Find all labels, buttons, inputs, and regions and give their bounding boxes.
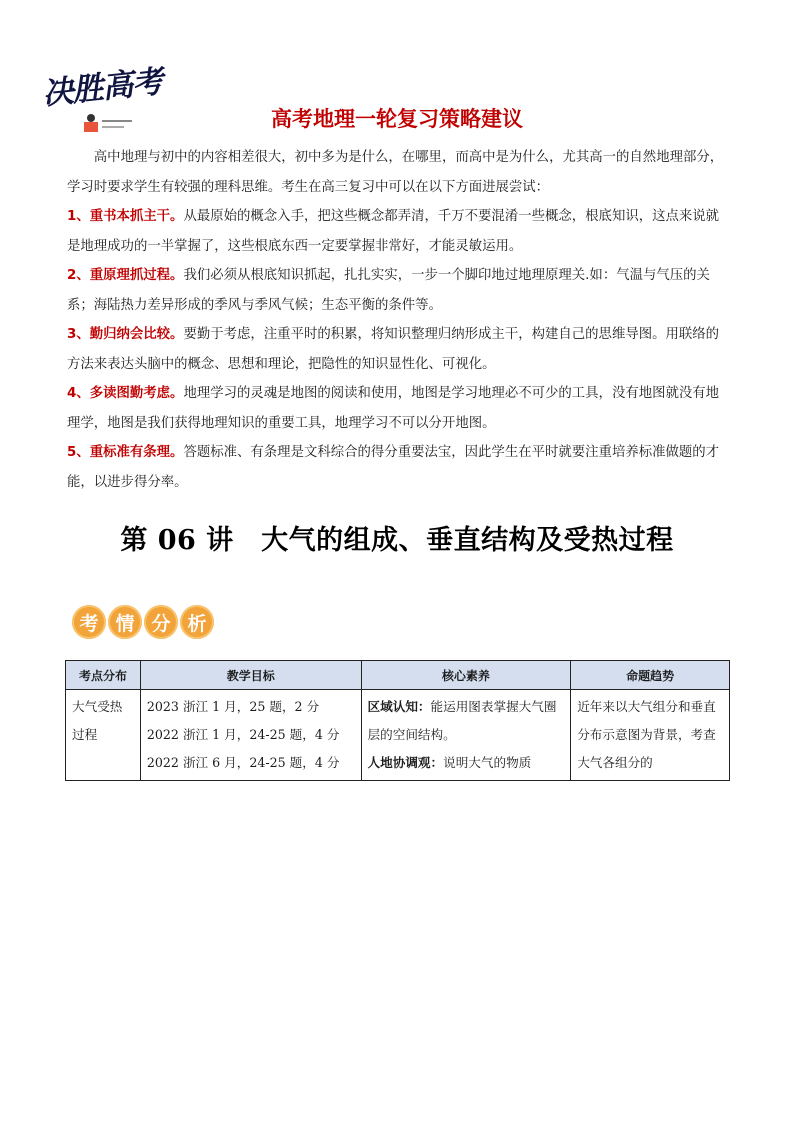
tip-text: 我们必须从根底知识抓起，扎扎实实，一步一个脚印地过地理原理关.如：气温与气压的关系；海陆热力差异形成的季风与季风气候；生态平衡的条件等。 xyxy=(67,268,710,313)
table-row xyxy=(66,690,730,781)
goals-cell xyxy=(140,690,361,781)
logo-text: 决胜高考 xyxy=(40,63,164,113)
goal-line: 2022 浙江 1 月，24-25 题，4 分 xyxy=(146,727,340,742)
header-cell: 命题趋势 xyxy=(571,661,730,690)
literacy-keyword: 区域认知： xyxy=(367,699,431,714)
tip-text: 从最原始的概念入手，把这些概念都弄清，千万不要混淆一些概念，根底知识，这点来说就是地理成功的一半掌握了，这些根底东西一定要掌握非常好，才能灵敏运用。 xyxy=(67,209,720,254)
tip-5 xyxy=(67,438,729,497)
tip-text: 答题标准、有条理是文科综合的得分重要法宝，因此学生在平时就要注重培养标准做题的才能，以进步得分率。 xyxy=(67,445,720,490)
goal-line: 2022 浙江 6 月，24-25 题，4 分 xyxy=(146,755,340,770)
trend-cell: 近年来以大气组分和垂直分布示意图为背景，考查大气各组分的 xyxy=(571,690,730,781)
intro-paragraph: 高中地理与初中的内容相差很大，初中多为是什么，在哪里，而高中是为什么，尤其高一的自然地理部分，学习时要求学生有较强的理科思维。考生在高三复习中可以在以下方面进展尝试： xyxy=(67,150,724,195)
section-badge xyxy=(72,602,214,642)
table-header-row xyxy=(66,661,730,690)
tip-2 xyxy=(67,261,729,320)
badge-char: 分 xyxy=(144,605,178,639)
badge-char: 析 xyxy=(180,605,214,639)
header-cell: 教学目标 xyxy=(140,661,361,690)
badge-char: 情 xyxy=(108,605,142,639)
tip-label: 5、重标准有条理。 xyxy=(67,445,184,460)
tip-label: 3、勤归纳会比较。 xyxy=(67,327,184,342)
exam-analysis-table xyxy=(65,660,730,781)
topic-cell: 大气受热过程 xyxy=(66,690,141,781)
tip-label: 1、重书本抓主干。 xyxy=(67,209,184,224)
lecture-title: 第 06 讲 大气的组成、垂直结构及受热过程 xyxy=(120,525,674,556)
literacy-text: 说明大气的物质 xyxy=(443,755,532,770)
badge-char: 考 xyxy=(72,605,106,639)
tip-3 xyxy=(67,320,729,379)
header-cell: 考点分布 xyxy=(66,661,141,690)
literacy-item xyxy=(368,693,565,749)
goal-line: 2023 浙江 1 月，25 题，2 分 xyxy=(146,699,320,714)
tip-1 xyxy=(67,202,729,261)
tip-4 xyxy=(67,379,729,438)
literacy-text: 能运用图表掌握大气圈层的空间结构。 xyxy=(367,699,557,742)
literacy-item xyxy=(368,749,565,777)
tip-text: 地理学习的灵魂是地图的阅读和使用，地图是学习地理必不可少的工具，没有地图就没有地理学，地图是我们获得地理知识的重要工具，地理学习不可以分开地图。 xyxy=(67,386,720,431)
literacy-keyword: 人地协调观： xyxy=(367,755,444,770)
tip-label: 4、多读图勤考虑。 xyxy=(67,386,184,401)
tip-label: 2、重原理抓过程。 xyxy=(67,268,184,283)
literacy-cell xyxy=(361,690,571,781)
tip-text: 要勤于考虑，注重平时的积累，将知识整理归纳形成主干，构建自己的思维导图。用联络的方法来表达头脑中的概念、思想和理论，把隐性的知识显性化、可视化。 xyxy=(67,327,720,372)
document-title: 高考地理一轮复习策略建议 xyxy=(271,107,523,131)
header-cell: 核心素养 xyxy=(361,661,571,690)
